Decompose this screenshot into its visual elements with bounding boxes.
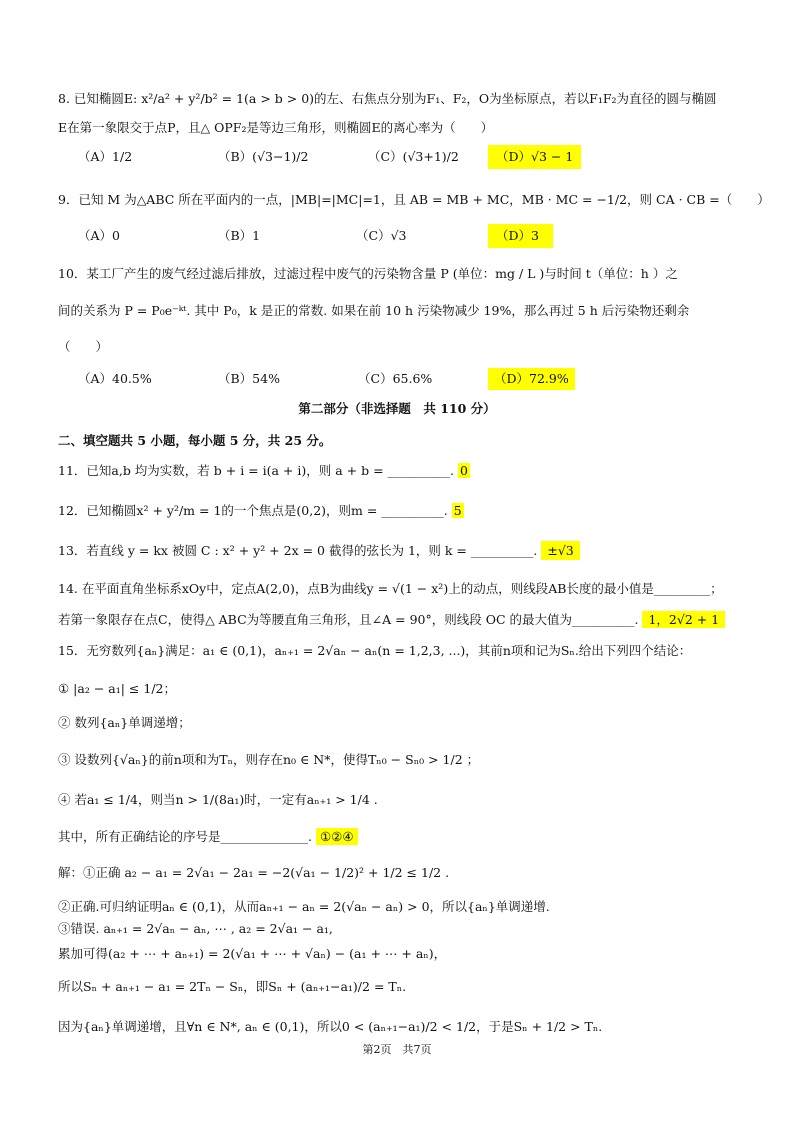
q14-row2 [58, 611, 725, 629]
section2-title: 第二部分（非选择题 共 110 分） [298, 401, 496, 416]
q9-option-d-highlighted: （D）3 [488, 224, 553, 248]
page-footer: 第2页 共7页 [362, 1043, 432, 1056]
section2-heading: 二、填空题共 5 小题，每小题 5 分，共 25 分。 [58, 433, 332, 448]
q12-answer: 5 [453, 503, 462, 518]
solution-line2: ②正确.可归纳证明aₙ ∈ (0,1)，从而aₙ₊₁ − aₙ = 2(√aₙ − aₙ) > 0，所以{aₙ}单调递增. [58, 899, 550, 914]
q15-final-row [58, 828, 358, 846]
q9-stem: 9．已知 M 为△ABC 所在平面内的一点，|MB|=|MC|=1，且 AB = MB + MC，MB · MC = −1/2，则 CA · CB =（ ） [58, 192, 770, 207]
q10-option-d-highlighted: （D）72.9% [488, 368, 575, 390]
q11-row [58, 462, 470, 480]
q11-stem: 11．已知a,b 均为实数，若 b + i = i(a + i)，则 a + b = __________. [58, 463, 454, 478]
q8-option-a: （A）1/2 [78, 149, 133, 164]
q15-stem: 15．无穷数列{aₙ}满足：a₁ ∈ (0,1)，aₙ₊₁ = 2√aₙ − aₙ(n = 1,2,3, ...)，其前n项和记为Sₙ.给出下列四个结论： [58, 643, 692, 658]
q15-conclusion-2: ② 数列{aₙ}单调递增； [58, 715, 191, 730]
q10-stem-line2: 间的关系为 P = P₀e⁻ᵏᵗ. 其中 P₀，k 是正的常数. 如果在前 10 h 污染物减少 19%，那么再过 5 h 后污染物还剩余 [58, 303, 690, 318]
q10-stem-line1: 10．某工厂产生的废气经过滤后排放，过滤过程中废气的污染物含量 P (单位：mg / L )与时间 t（单位：h ）之 [58, 266, 678, 281]
q8-stem-line1: 8. 已知椭圆E: x²/a² + y²/b² = 1(a > b > 0)的左、右焦点分别为F₁、F₂，O为坐标原点，若以F₁F₂为直径的圆与椭圆 [58, 91, 717, 106]
solution-line3: ③错误. aₙ₊₁ = 2√aₙ − aₙ, ⋯ , a₂ = 2√a₁ − a₁, [58, 921, 333, 936]
q15-conclusion-3: ③ 设数列{√aₙ}的前n项和为Tₙ，则存在n₀ ∈ N*，使得Tₙ₀ − Sₙ₀ > 1/2 ； [58, 752, 480, 767]
q8-option-b: （B）(√3−1)/2 [218, 149, 309, 164]
q14-stem-line2: 若第一象限存在点C，使得△ ABC为等腰直角三角形，且∠A = 90°，则线段 OC 的最大值为__________. [58, 612, 639, 627]
q15-final-prompt: 其中，所有正确结论的序号是______________. [58, 829, 312, 844]
q10-stem-line3: （ ） [58, 339, 109, 354]
q10-option-c: （C）65.6% [358, 371, 433, 386]
q13-row [58, 542, 580, 560]
solution-line4: 累加可得(a₂ + ⋯ + aₙ₊₁) = 2(√a₁ + ⋯ + √aₙ) − (a₁ + ⋯ + aₙ)， [58, 946, 447, 961]
q12-row [58, 502, 464, 520]
q14-answer: 1，2√2 + 1 [642, 611, 725, 628]
q15-answer: ①②④ [316, 828, 358, 845]
q13-stem: 13．若直线 y = kx 被圆 C : x² + y² + 2x = 0 截得的弦长为 1，则 k = __________. [58, 543, 538, 558]
q11-answer: 0 [459, 463, 468, 478]
q8-stem-line2: E在第一象限交于点P，且△ OPF₂是等边三角形，则椭圆E的离心率为（ ） [58, 120, 494, 135]
solution-line5: 所以Sₙ + aₙ₊₁ − a₁ = 2Tₙ − Sₙ，即Sₙ + (aₙ₊₁−a₁)/2 = Tₙ. [58, 979, 407, 994]
q10-option-b: （B）54% [218, 371, 280, 386]
q15-conclusion-1: ① |a₂ − a₁| ≤ 1/2； [58, 681, 176, 696]
q13-answer: ±√3 [541, 541, 579, 560]
q9-option-c: （C）√3 [356, 228, 407, 243]
q9-option-a: （A）0 [78, 228, 120, 243]
q15-conclusion-4: ④ 若a₁ ≤ 1/4，则当n > 1/(8a₁)时，一定有aₙ₊₁ > 1/4 . [58, 792, 378, 807]
q12-stem: 12．已知椭圆x² + y²/m = 1的一个焦点是(0,2)，则m = __________. [58, 503, 448, 518]
q9-option-b: （B）1 [218, 228, 261, 243]
solution-line1: 解：①正确 a₂ − a₁ = 2√a₁ − 2a₁ = −2(√a₁ − 1/2)² + 1/2 ≤ 1/2 . [58, 865, 450, 880]
q8-option-c: （C）(√3+1)/2 [368, 149, 459, 164]
solution-line6: 因为{aₙ}单调递增，且∀n ∈ N*, aₙ ∈ (0,1)，所以0 < (aₙ₊₁−a₁)/2 < 1/2，于是Sₙ + 1/2 > Tₙ. [58, 1019, 603, 1034]
q10-option-a: （A）40.5% [78, 371, 152, 386]
q14-stem-line1: 14. 在平面直角坐标系xOy中，定点A(2,0)，点B为曲线y = √(1 − x²)上的动点，则线段AB长度的最小值是_________； [58, 581, 723, 596]
q8-option-d-highlighted: （D）√3 − 1 [488, 145, 581, 169]
